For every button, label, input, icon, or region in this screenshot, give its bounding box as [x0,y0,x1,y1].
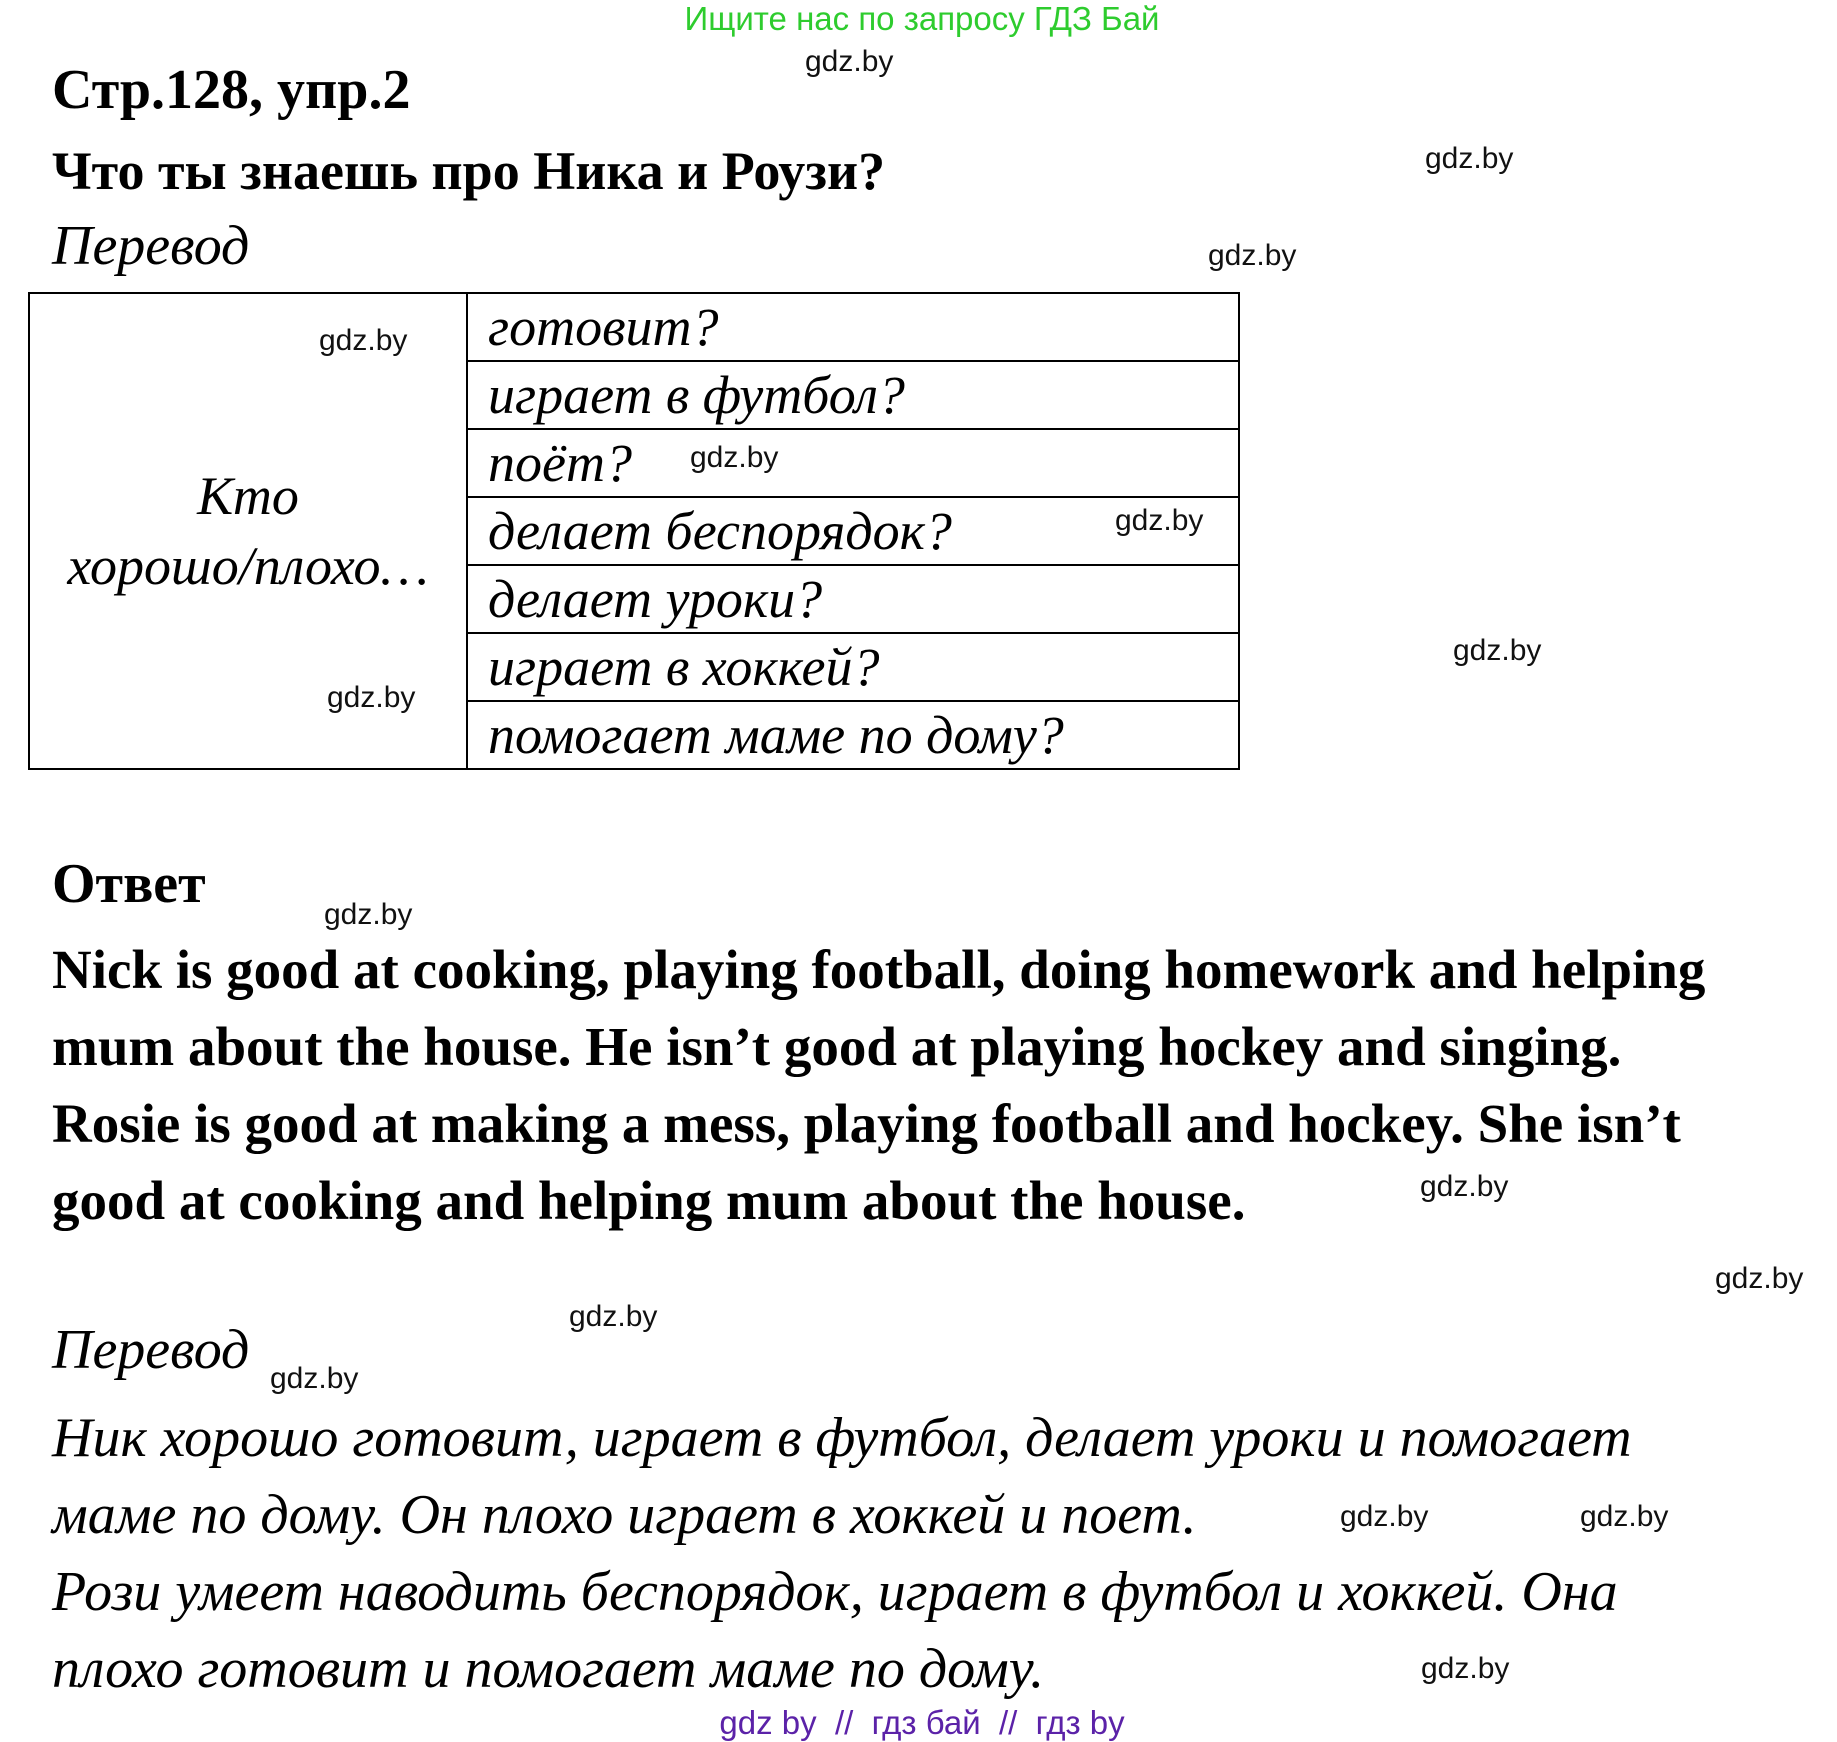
watermark: gdz.by [569,1300,658,1333]
watermark: gdz.by [805,45,894,78]
watermark: gdz.by [327,681,416,714]
watermark: gdz.by [1580,1500,1669,1533]
table-cell: делает уроки? [467,565,1239,633]
table-cell: делает беспорядок? [467,497,1239,565]
watermark: gdz.by [319,324,408,357]
translation-label-2: Перевод [52,1319,250,1381]
watermark: gdz.by [1453,634,1542,667]
translation-line: плохо готовит и помогает маме по дому. [52,1638,1045,1700]
watermark: gdz.by [324,898,413,931]
watermark: gdz.by [270,1362,359,1395]
translation-text [52,1406,1632,1714]
watermark: gdz.by [690,441,779,474]
answer-line: Rosie is good at making a mess, playing football and hockey. She isn’t [52,1093,1681,1154]
answer-line: mum about the house. He isn’t good at playing hockey and singing. [52,1016,1622,1077]
page-title: Стр.128, упр.2 [52,59,411,121]
answer-line: Nick is good at cooking, playing football, doing homework and helping [52,939,1706,1000]
table-cell: помогает маме по дому? [467,701,1239,769]
answer-line: good at cooking and helping mum about the house. [52,1170,1246,1231]
table-row [29,293,1239,361]
footer-links: gdz by // гдз бай // гдз by [719,1704,1125,1741]
search-banner: Ищите нас по запросу ГДЗ Бай [684,0,1160,37]
watermark: gdz.by [1425,142,1514,175]
translation-line: маме по дому. Он плохо играет в хоккей и поет. [52,1484,1197,1546]
answer-label: Ответ [52,853,206,915]
table-cell: готовит? [467,293,1239,361]
vocabulary-table [28,292,1240,770]
table-cell: поёт? [467,429,1239,497]
table-cell: играет в футбол? [467,361,1239,429]
watermark: gdz.by [1420,1170,1509,1203]
watermark: gdz.by [1421,1652,1510,1685]
left-line: хорошо/плохо… [67,536,429,596]
translation-line: Ник хорошо готовит, играет в футбол, делает уроки и помогает [52,1407,1632,1469]
table-cell: играет в хоккей? [467,633,1239,701]
watermark: gdz.by [1340,1500,1429,1533]
translation-line: Рози умеет наводить беспорядок, играет в футбол и хоккей. Она [52,1561,1618,1623]
watermark: gdz.by [1208,239,1297,272]
translation-label: Перевод [52,215,250,277]
left-line: Кто [197,466,299,526]
exercise-question: Что ты знаешь про Ника и Роузи? [52,141,886,201]
watermark: gdz.by [1115,504,1204,537]
watermark: gdz.by [1715,1262,1804,1295]
